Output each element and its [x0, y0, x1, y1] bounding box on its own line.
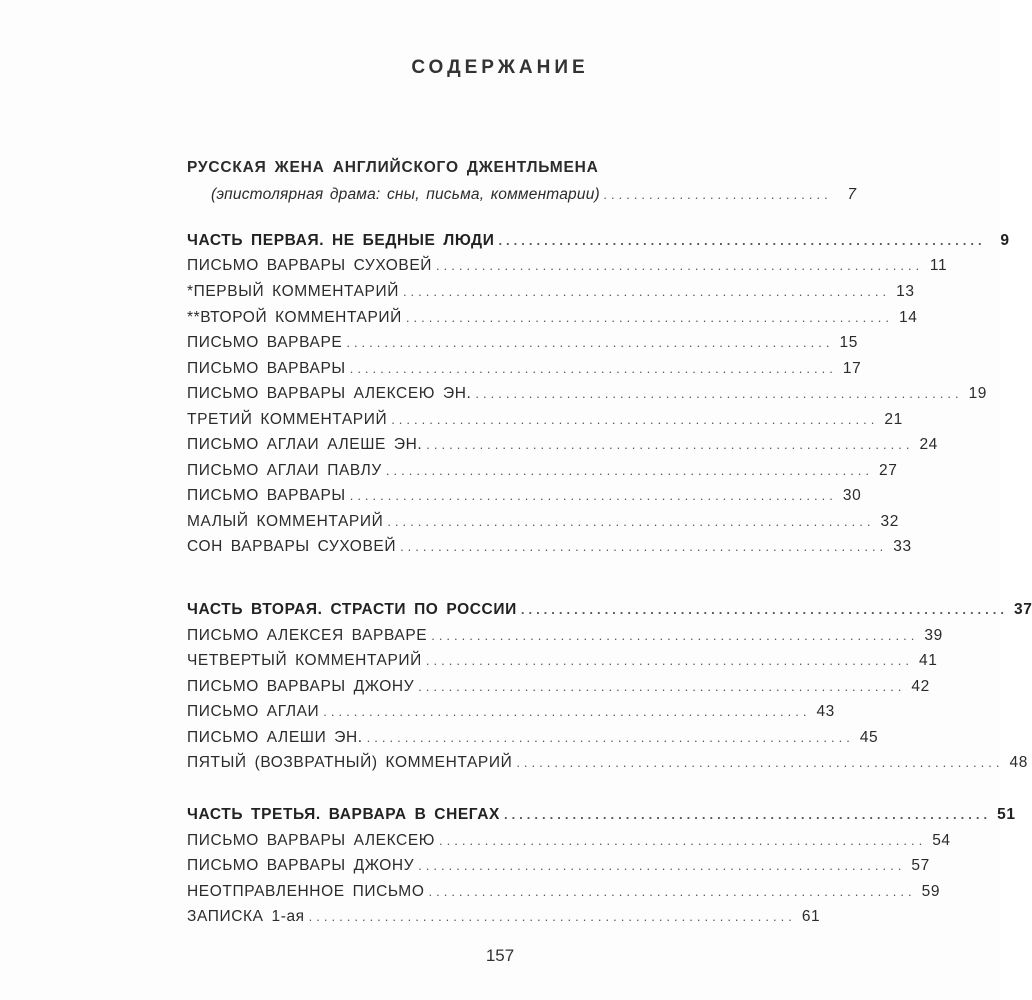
toc-entry-page-number: 30: [842, 487, 862, 504]
leader-dots: ................................................................: [418, 679, 906, 694]
toc-entry-row: [187, 627, 943, 651]
toc-entry-label: ПИСЬМО ВАРВАРЫ ДЖОНУ: [187, 678, 415, 695]
leader-dots: ................................................................: [426, 437, 914, 452]
toc-entry-label: ЗАПИСКА 1-ая: [187, 908, 305, 925]
toc-entry-row: [187, 462, 898, 486]
intro-heading: РУССКАЯ ЖЕНА АНГЛИЙСКОГО ДЖЕНТЛЬМЕНА: [187, 159, 599, 176]
toc-entry-page-number: 39: [924, 627, 943, 644]
leader-dots: ................................................................: [323, 704, 811, 719]
toc-entry-page-number: 33: [893, 538, 912, 555]
leader-dots: ................................................................: [308, 909, 796, 924]
leader-dots: ................................................................: [349, 488, 837, 503]
toc-entry-label: ПИСЬМО ВАРВАРЫ АЛЕКСЕЮ: [187, 832, 436, 849]
toc-part-row: [187, 806, 1016, 830]
toc-entry-row: [187, 908, 821, 932]
leader-dots: ................................................................: [520, 602, 1008, 617]
leader-dots: ................................................................: [366, 730, 854, 745]
toc-entry-label: ЧАСТЬ ВТОРАЯ. СТРАСТИ ПО РОССИИ: [187, 601, 517, 618]
toc-part-row: [187, 232, 1010, 256]
toc-entry-row: [187, 513, 899, 537]
toc-entry-row: [187, 283, 915, 307]
leader-dots: ................................................................: [346, 335, 834, 350]
toc-entry-label: ЧАСТЬ ПЕРВАЯ. НЕ БЕДНЫЕ ЛЮДИ: [187, 232, 495, 249]
toc-entry-row: [187, 487, 862, 511]
leader-dots: ................................................................: [385, 463, 874, 478]
leader-dots: ................................................................: [405, 310, 894, 325]
toc-entry-label: ПИСЬМО ВАРВАРЕ: [187, 334, 343, 351]
toc-entry-label: **ВТОРОЙ КОММЕНТАРИЙ: [187, 309, 402, 326]
leader-dots: ................................................................: [431, 628, 919, 643]
toc-entry-row: [187, 309, 918, 333]
toc-entry-row: [187, 857, 930, 881]
toc-entry-label: ПИСЬМО ВАРВАРЫ АЛЕКСЕЮ ЭН.: [187, 385, 472, 402]
toc-entry-page-number: 57: [911, 857, 930, 874]
toc-entry-page-number: 24: [919, 436, 938, 453]
toc-entry-label: ТРЕТИЙ КОММЕНТАРИЙ: [187, 411, 388, 428]
leader-dots: ................................................................: [418, 858, 906, 873]
toc-entry-page-number: 42: [911, 678, 930, 695]
toc-entry-page-number: 15: [839, 334, 858, 351]
leader-dots: ................................................................: [391, 412, 879, 427]
leader-dots: ..............................: [603, 187, 833, 202]
toc-entry-page-number: 54: [932, 832, 951, 849]
toc-entry-page-number: 61: [801, 908, 821, 925]
toc-entry-page-number: 19: [968, 385, 988, 402]
toc-entry-page-number: 59: [921, 883, 941, 900]
toc-entry-label: ПИСЬМО ВАРВАРЫ ДЖОНУ: [187, 857, 415, 874]
toc-part-row: [187, 601, 1032, 625]
toc-entry-label: НЕОТПРАВЛЕННОЕ ПИСЬМО: [187, 883, 425, 900]
toc-entry-row: [187, 436, 938, 460]
leader-dots: ................................................................: [503, 807, 992, 822]
toc-entry-page-number: 45: [859, 729, 879, 746]
toc-entry-row: [187, 334, 858, 358]
toc-entry-label: ПИСЬМО АГЛАИ: [187, 703, 320, 720]
leader-dots: ................................................................: [516, 755, 1004, 770]
toc-entry-page-number: 14: [899, 309, 918, 326]
toc-entry-label: СОН ВАРВАРЫ СУХОВЕЙ: [187, 538, 397, 555]
intro-subtitle-row: [211, 186, 857, 210]
leader-dots: ................................................................: [436, 258, 924, 273]
toc-entry-label: ПИСЬМО АГЛАИ ПАВЛУ: [187, 462, 382, 479]
toc-entry-page-number: 17: [842, 360, 862, 377]
leader-dots: ................................................................: [428, 884, 916, 899]
page-title: СОДЕРЖАНИЕ: [411, 57, 589, 78]
toc-entry-page-number: 11: [929, 257, 948, 274]
toc-entry-page-number: 51: [997, 806, 1016, 823]
toc-entry-row: [187, 883, 941, 907]
toc-entry-row: [187, 360, 862, 384]
toc-entry-page-number: 41: [919, 652, 938, 669]
toc-entry-page-number: 27: [879, 462, 898, 479]
leader-dots: ................................................................: [475, 386, 963, 401]
toc-entry-page-number: 32: [880, 513, 899, 530]
toc-entry-label: ПИСЬМО ВАРВАРЫ СУХОВЕЙ: [187, 257, 433, 274]
toc-entry-row: [187, 257, 948, 281]
toc-entry-page-number: 21: [884, 411, 903, 428]
toc-entry-label: ПИСЬМО ВАРВАРЫ: [187, 487, 346, 504]
toc-entry-label: ЧАСТЬ ТРЕТЬЯ. ВАРВАРА В СНЕГАХ: [187, 806, 500, 823]
toc-entry-label: ЧЕТВЕРТЫЙ КОММЕНТАРИЙ: [187, 652, 422, 669]
leader-dots: ................................................................: [498, 233, 986, 248]
toc-entry-row: [187, 678, 930, 702]
intro-page-number: 7: [847, 186, 857, 203]
toc-entry-page-number: 13: [896, 283, 915, 300]
leader-dots: ................................................................: [349, 361, 837, 376]
toc-entry-row: [187, 729, 879, 753]
leader-dots: ................................................................: [402, 284, 891, 299]
toc-entry-label: *ПЕРВЫЙ КОММЕНТАРИЙ: [187, 283, 399, 300]
leader-dots: ................................................................: [387, 514, 875, 529]
toc-entry-row: [187, 538, 912, 562]
leader-dots: ................................................................: [400, 539, 888, 554]
toc-entry-row: [187, 832, 951, 856]
toc-entry-row: [187, 652, 938, 676]
toc-entry-label: ПИСЬМО АЛЕКСЕЯ ВАРВАРЕ: [187, 627, 428, 644]
toc-entry-row: [187, 411, 903, 435]
toc-entry-row: [187, 385, 988, 409]
toc-entry-row: [187, 703, 835, 727]
toc-entry-row: [187, 754, 1028, 778]
toc-entry-label: ПИСЬМО АЛЕШИ ЭН.: [187, 729, 363, 746]
toc-entry-page-number: 43: [816, 703, 835, 720]
toc-entry-label: ПИСЬМО АГЛАИ АЛЕШЕ ЭН.: [187, 436, 423, 453]
toc-entry-page-number: 48: [1009, 754, 1028, 771]
toc-entry-label: ПЯТЫЙ (ВОЗВРАТНЫЙ) КОММЕНТАРИЙ: [187, 754, 513, 771]
toc-entry-label: ПИСЬМО ВАРВАРЫ: [187, 360, 346, 377]
page-number: 157: [485, 946, 515, 965]
toc-entry-label: МАЛЫЙ КОММЕНТАРИЙ: [187, 513, 384, 530]
leader-dots: ................................................................: [425, 653, 914, 668]
leader-dots: ................................................................: [439, 833, 927, 848]
toc-entry-page-number: 9: [1000, 232, 1010, 249]
intro-subtitle: (эпистолярная драма: сны, письма, комментарии): [211, 186, 600, 203]
toc-entry-page-number: 37: [1014, 601, 1032, 618]
